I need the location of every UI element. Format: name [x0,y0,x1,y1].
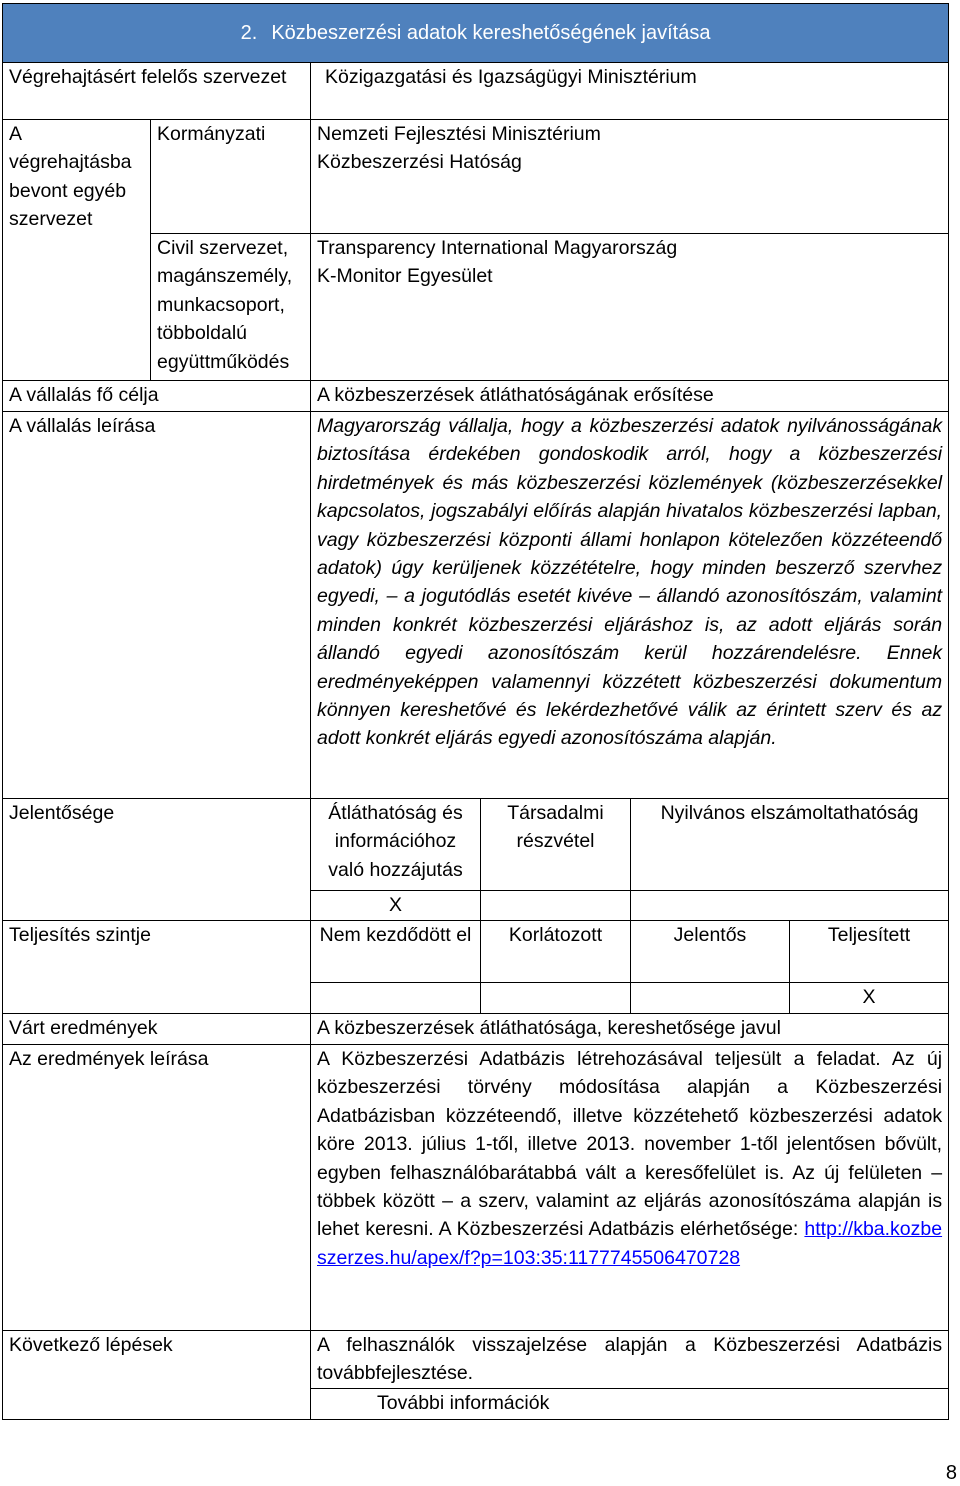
database-link[interactable]: http://kba.kozbeszerzes.hu/apex/f?p=103:35:1177745506470728 [317,1218,943,1269]
level-col-completed: Teljesített [790,921,949,983]
significance-label: Jelentősége [3,799,311,921]
responsible-label: Végrehajtásért felelős szervezet [3,63,311,120]
goal-label: A vállalás fő célja [3,381,311,412]
significance-mark: X [311,891,481,921]
level-col-limited: Korlátozott [481,921,631,983]
level-label: Teljesítés szintje [3,921,311,1014]
page-number: 8 [945,1462,957,1484]
goal-value: A közbeszerzések átláthatóságának erősítése [311,381,949,412]
description-label: A vállalás leírása [3,412,311,799]
involved-civil-values [311,234,949,381]
more-info-spacer [3,1388,311,1419]
level-mark [311,983,481,1014]
more-info-value: További információk [311,1388,949,1419]
description-value: Magyarország vállalja, hogy a közbeszerzési adatok nyilvánosságának biztosítása érdekében gondoskodik arról, hogy a közbeszerzési hirdetmények és más közbeszerzési közlemények (közbeszerzésekkel kapcsolatos, jogszabályi előírás alapján hivatalos közbeszerzési lapban, vagy közbeszerzési központi állami honlapon kötelezően közzéteendő adatok) úgy kerüljenek közzétételre, hogy minden beszerző szervhez egyedi, – a jogutódlás esetét kivéve – állandó azonosítószám, valamint minden konkrét közbeszerzési eljáráshoz is, az adott eljárás során állandó egyedi azonosítószám kerül hozzárendelésre. Ennek eredményeképpen valamennyi közzétett közbeszerzési dokumentum könnyen kereshetővé és lekérdezhetővé válik az érintett szerv és az adott konkrét eljárás egyedi azonosítószáma alapján. [311,412,949,799]
significance-mark [481,891,631,921]
significance-col-accountability: Nyilvános elszámoltathatóság [631,799,949,891]
section-title: Közbeszerzési adatok kereshetőségének javítása [271,21,711,44]
section-header [3,4,949,63]
involved-government-values [311,120,949,234]
involved-government-org: Nemzeti Fejlesztési Minisztérium [317,123,601,145]
involved-government-org: Közbeszerzési Hatóság [317,151,522,174]
level-mark: X [790,983,949,1014]
responsible-value: Közigazgatási és Igazságügyi Minisztérium [311,63,949,120]
expected-label: Várt eredmények [3,1014,311,1045]
section-number: 2. [240,21,258,44]
significance-mark [631,891,949,921]
involved-label: A végrehajtásba bevont egyéb szervezet [3,120,151,381]
involved-civil-label: Civil szervezet, magánszemély, munkacsoport, többoldalú együttműködés [151,234,311,381]
involved-civil-org: K-Monitor Egyesület [317,265,493,288]
level-col-not-started: Nem kezdődött el [311,921,481,983]
involved-government-label: Kormányzati [151,120,311,234]
significance-col-transparency: Átláthatóság és információhoz való hozzájutás [311,799,481,891]
results-text: A Közbeszerzési Adatbázis létrehozásával teljesült a feladat. Az új közbeszerzési törvény módosítása alapján a Közbeszerzési Adatbázisban közzéteendő, illetve közzétehető közbeszerzési adatok köre 2013. július 1-től, illetve 2013. november 1-től jelentősen bővült, egyben felhasználóbarátabbá vált a keresőfelület is. Az új felületen – többek között – a szerv, valamint az eljárás azonosítószáma alapján is lehet keresni. A Közbeszerzési Adatbázis elérhetősége: [317,1048,943,1241]
significance-col-participation: Társadalmi részvétel [481,799,631,891]
level-mark [481,983,631,1014]
next-value: A felhasználók visszajelzése alapján a Közbeszerzési Adatbázis továbbfejlesztése. [311,1331,949,1389]
level-col-significant: Jelentős [631,921,790,983]
involved-civil-org: Transparency International Magyarország [317,237,678,259]
commitment-table [2,3,949,1420]
results-label: Az eredmények leírása [3,1045,311,1331]
next-label: Következő lépések [3,1331,311,1389]
results-value [311,1045,949,1331]
level-mark [631,983,790,1014]
expected-value: A közbeszerzések átláthatósága, kereshetősége javul [311,1014,949,1045]
